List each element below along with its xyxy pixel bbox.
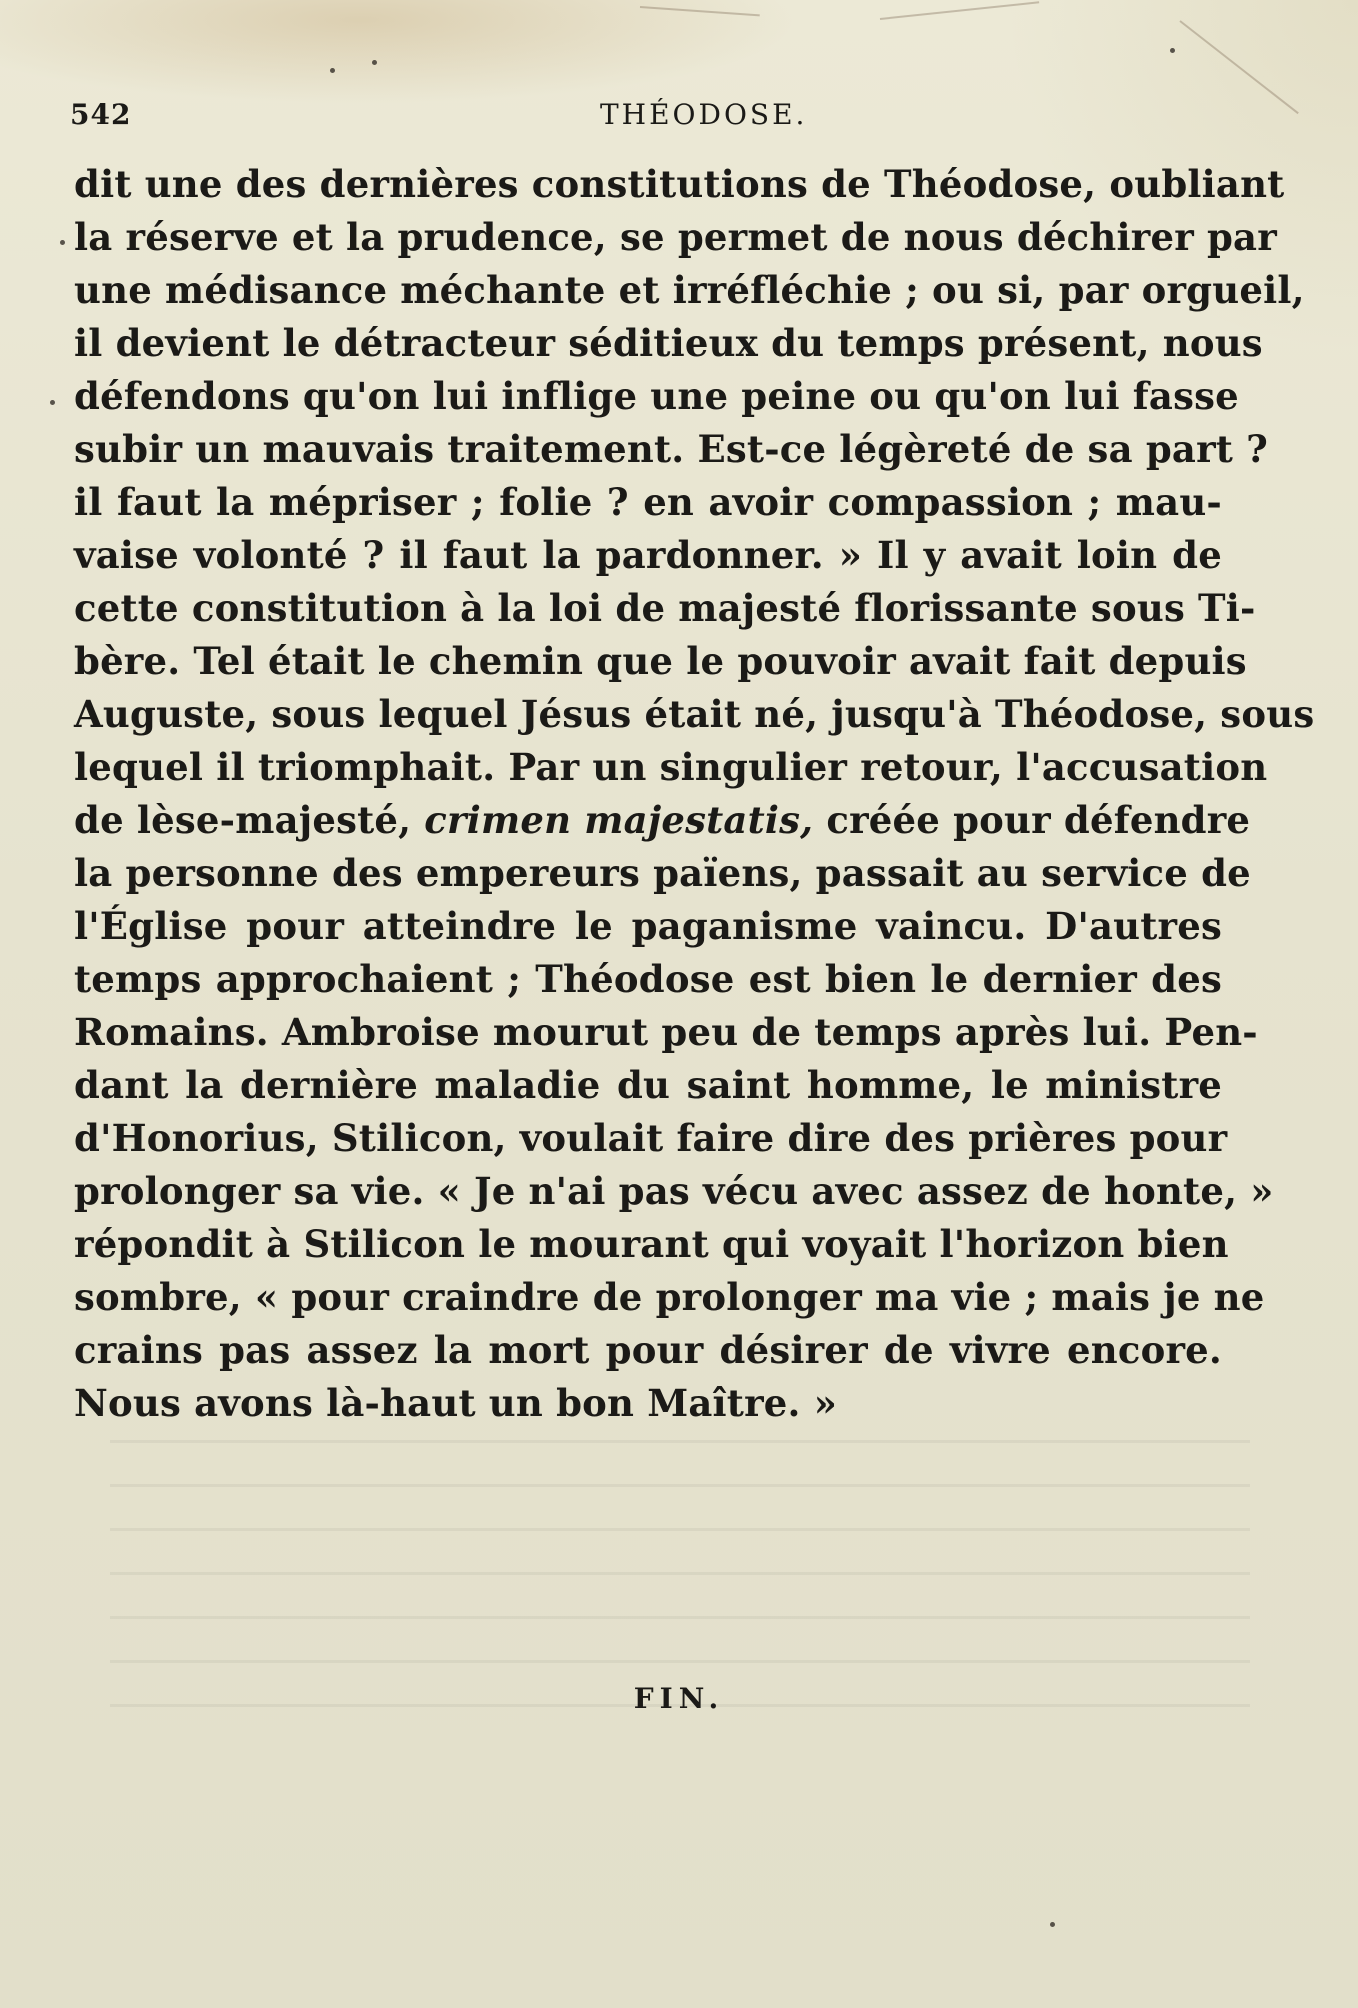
text-line: dant la dernière maladie du saint homme, le ministre (74, 1063, 1222, 1107)
text-line: une médisance méchante et irréfléchie ; ou si, par orgueil, (74, 268, 1305, 312)
running-title: THÉODOSE. (600, 98, 808, 131)
text-line: dit une des dernières constitutions de Théodose, oubliant (74, 162, 1285, 206)
body-text (74, 158, 1315, 1430)
ink-speck (60, 240, 65, 245)
text-line: lequel il triomphait. Par un singulier retour, l'accusation (74, 745, 1268, 789)
paper-stain (640, 6, 760, 16)
paper-stain (880, 1, 1039, 20)
line-segment: créée pour défendre (813, 798, 1251, 842)
text-line: il devient le détracteur séditieux du temps présent, nous (74, 321, 1263, 365)
text-line: bère. Tel était le chemin que le pouvoir avait fait depuis (74, 639, 1247, 683)
text-line: répondit à Stilicon le mourant qui voyait l'horizon bien (74, 1222, 1229, 1266)
latin-phrase: crimen majestatis, (424, 798, 814, 842)
text-line: Auguste, sous lequel Jésus était né, jusqu'à Théodose, sous (74, 692, 1315, 736)
text-line: la personne des empereurs païens, passait au service de (74, 851, 1251, 895)
page-header (70, 98, 1220, 142)
text-line-last: Nous avons là-haut un bon Maître. » (74, 1381, 838, 1425)
text-line-with-italic (74, 794, 1251, 847)
text-line: crains pas assez la mort pour désirer de vivre encore. (74, 1328, 1222, 1372)
text-line: prolonger sa vie. « Je n'ai pas vécu avec assez de honte, » (74, 1169, 1274, 1213)
text-line: subir un mauvais traitement. Est-ce légèreté de sa part ? (74, 427, 1269, 471)
ink-speck (50, 400, 55, 405)
line-segment: de lèse-majesté, (74, 798, 425, 842)
ink-speck (1170, 48, 1175, 53)
ink-speck (372, 60, 377, 65)
end-marker: FIN. (633, 1682, 725, 1715)
text-line: vaise volonté ? il faut la pardonner. » Il y avait loin de (74, 533, 1222, 577)
text-line: l'Église pour atteindre le paganisme vaincu. D'autres (74, 904, 1222, 948)
text-line: sombre, « pour craindre de prolonger ma vie ; mais je ne (74, 1275, 1265, 1319)
text-line: d'Honorius, Stilicon, voulait faire dire des prières pour (74, 1116, 1228, 1160)
text-line: Romains. Ambroise mourut peu de temps après lui. Pen- (74, 1010, 1258, 1054)
ink-speck (1050, 1922, 1055, 1927)
text-line: temps approchaient ; Théodose est bien le dernier des (74, 957, 1222, 1001)
text-line: cette constitution à la loi de majesté florissante sous Ti- (74, 586, 1256, 630)
text-line: il faut la mépriser ; folie ? en avoir compassion ; mau- (74, 480, 1222, 524)
page-number: 542 (70, 98, 132, 131)
ink-speck (330, 68, 335, 73)
text-line: défendons qu'on lui inflige une peine ou qu'on lui fasse (74, 374, 1239, 418)
text-line: la réserve et la prudence, se permet de nous déchirer par (74, 215, 1277, 259)
